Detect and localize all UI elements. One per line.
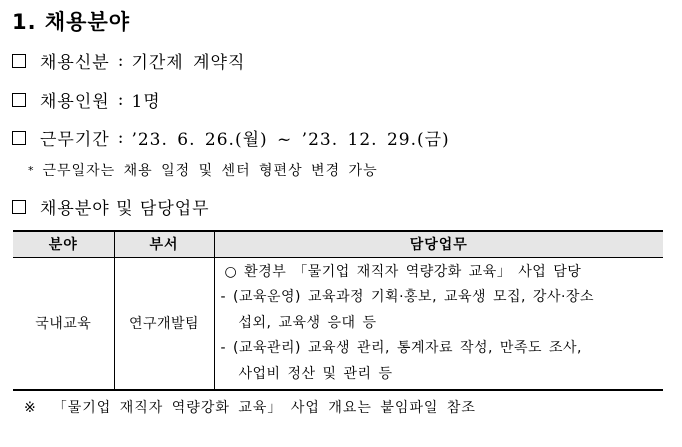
item-value: 1명 [131, 92, 161, 112]
table-header-row [13, 231, 663, 257]
header-dept: 부서 [114, 231, 214, 257]
duty-line: - (교육운영) 교육과정 기획·홍보, 교육생 모집, 강사·장소 [220, 289, 594, 305]
work-period-item [12, 125, 450, 150]
period-note [28, 160, 378, 180]
field-and-duties-item [12, 194, 210, 219]
duty-line: 사업비 정산 및 관리 등 [238, 365, 393, 382]
item-label: 채용신분 [40, 53, 110, 73]
duty-line: 섭외, 교육생 응대 등 [238, 314, 377, 331]
duties-table [13, 230, 663, 391]
checkbox-square-icon [12, 54, 26, 68]
section-title: 1. 채용분야 [12, 10, 131, 34]
item-value: ’23. 6. 26.(월) ~ ’23. 12. 29.(금) [131, 130, 450, 150]
footnote [24, 397, 476, 417]
employment-type-item [12, 48, 245, 73]
checkbox-square-icon [12, 131, 26, 145]
item-label: 채용분야 및 담당업무 [40, 199, 210, 219]
cell-field: 국내교육 [13, 257, 114, 390]
checkbox-square-icon [12, 200, 26, 214]
header-field: 분야 [13, 231, 114, 257]
item-label: 근무기간 [40, 130, 110, 150]
item-separator: : [117, 127, 124, 148]
footnote-text: 「물기업 재직자 역량강화 교육」 사업 개요는 붙임파일 참조 [52, 400, 476, 416]
checkbox-square-icon [12, 93, 26, 107]
duty-line: - (교육관리) 교육생 관리, 통계자료 작성, 만족도 조사, [220, 340, 582, 356]
note-text: 근무일자는 채용 일정 및 센터 형편상 변경 가능 [42, 163, 378, 179]
duty-line: ○ 환경부 「물기업 재직자 역량강화 교육」 사업 담당 [224, 263, 582, 280]
headcount-item [12, 87, 161, 112]
table-row [13, 257, 663, 390]
footnote-mark: ※ [24, 400, 37, 416]
item-value: 기간제 계약직 [131, 53, 246, 73]
cell-duties [214, 257, 663, 390]
item-separator: : [117, 89, 124, 110]
cell-dept: 연구개발팀 [114, 257, 214, 390]
header-duties: 담당업무 [214, 231, 663, 257]
item-label: 채용인원 [40, 92, 110, 112]
note-mark: * [28, 164, 35, 177]
item-separator: : [117, 50, 124, 71]
